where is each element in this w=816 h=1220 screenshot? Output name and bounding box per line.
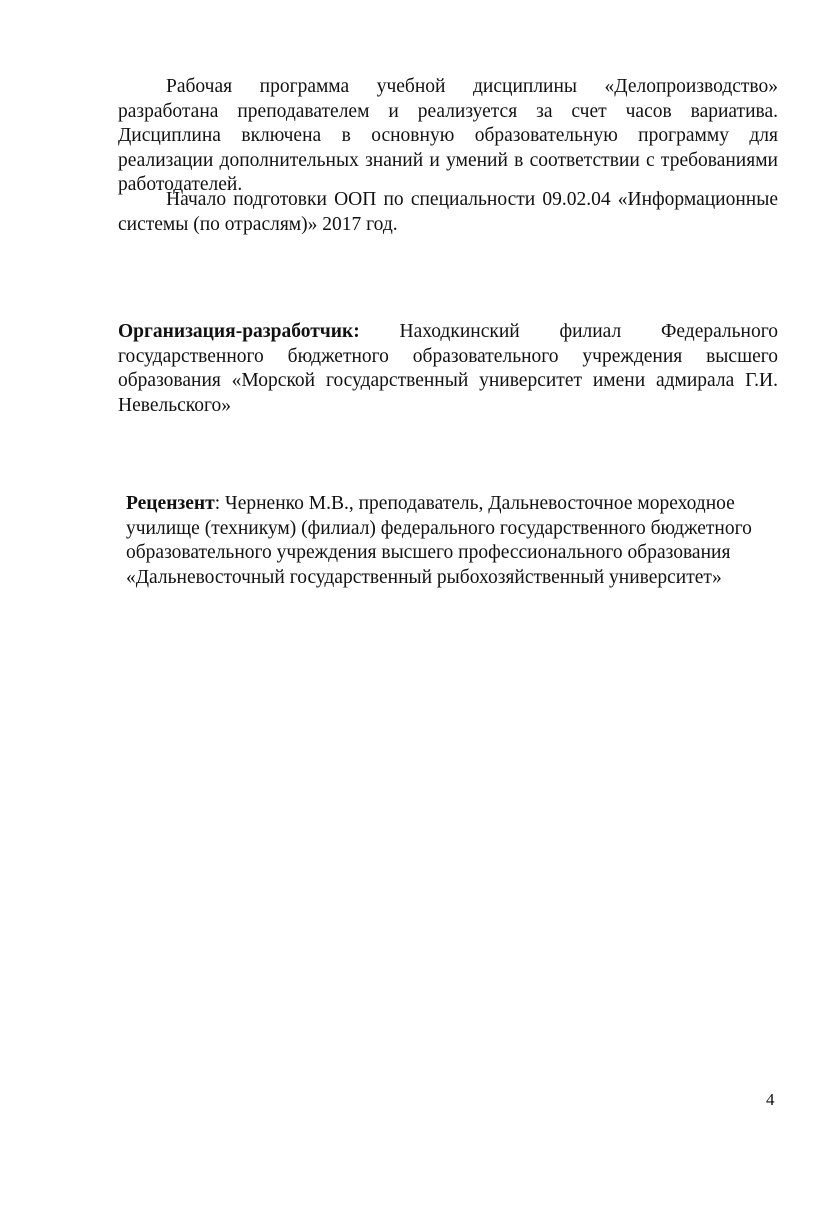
developer-organization-text: Находкинский филиал Федерального государственного бюджетного образовательного учреждения высшего образования «Морской государственный университет имени адмирала Г.И. Невельского» [118,321,779,416]
reviewer-text: : Черненко М.В., преподаватель, Дальневосточное мореходное училище (техникум) (филиал) федерального государственного бюджетного образовательного учреждения высшего профессионального образования «Дальневосточный государственный рыбохозяйственный университет» [126,493,752,588]
developer-organization-label: Организация-разработчик: [118,321,360,342]
developer-organization-block [118,320,778,418]
reviewer-label: Рецензент [126,493,215,514]
training-start-paragraph: Начало подготовки ООП по специальности 09.02.04 «Информационные системы (по отраслям)» 2017 год. [118,189,778,235]
reviewer-block [126,492,766,590]
page-number: 4 [766,1090,775,1109]
program-description-paragraph: Рабочая программа учебной дисциплины «Делопроизводство» разработана преподавателем и реализуется за счет часов вариатива. Дисциплина включена в основную образовательную программу для реализации дополнительных знаний и умений в соответствии с требованиями работодателей. [118,76,778,195]
